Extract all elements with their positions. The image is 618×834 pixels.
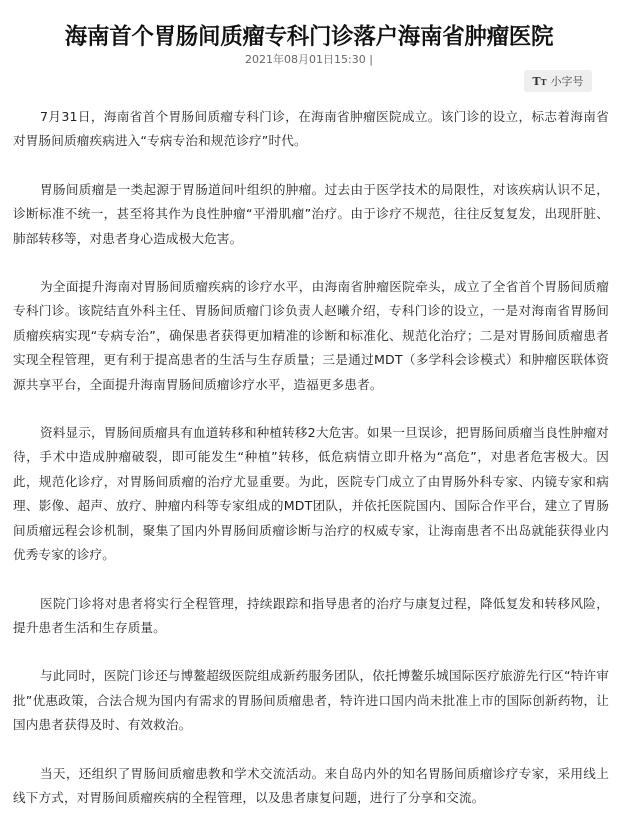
font-size-toggle-label: 小字号 [550, 75, 584, 88]
paragraph: 为全面提升海南对胃肠间质瘤疾病的诊疗水平，由海南省肿瘤医院牵头，成立了全省首个胃肠间质瘤专科门诊。该院结直外科主任、胃肠间质瘤门诊负责人赵曦介绍，专科门诊的设立，一是对海南省胃肠间质瘤疾病实现“专病专治”，确保患者获得更加精准的诊断和标准化、规范化治疗；二是对胃肠间质瘤患者实现全程管理，更有利于提高患者的生活与生存质量；三是通过MDT（多学科会诊模式）和肿瘤医联体资源共享平台，全面提升海南胃肠间质瘤诊疗水平，造福更多患者。 [13, 279, 609, 392]
article-meta: 2021年08月01日15:30 | [245, 53, 373, 66]
article-body [13, 105, 609, 834]
font-size-toggle-button[interactable] [524, 70, 592, 92]
paragraph: 7月31日，海南省首个胃肠间质瘤专科门诊，在海南省肿瘤医院成立。该门诊的设立，标志着海南省对胃肠间质瘤疾病进入“专病专治和规范诊疗”时代。 [13, 109, 609, 149]
article-title: 海南首个胃肠间质瘤专科门诊落户海南省肿瘤医院 [64, 24, 554, 51]
paragraph: 与此同时，医院门诊还与博鳌超级医院组成新药服务团队，依托博鳌乐城国际医疗旅游先行区“特许审批”优惠政策，合法合规为国内有需求的胃肠间质瘤患者，特许进口国内尚未批准上市的国际创新药物，让国内患者获得及时、有效救治。 [13, 668, 609, 733]
paragraph: 当天，还组织了胃肠间质瘤患教和学术交流活动。来自岛内外的知名胃肠间质瘤诊疗专家，采用线上线下方式，对胃肠间质瘤疾病的全程管理，以及患者康复问题，进行了分享和交流。 [13, 765, 609, 805]
font-size-icon: TT [532, 74, 547, 88]
paragraph: 胃肠间质瘤是一类起源于胃肠道间叶组织的肿瘤。过去由于医学技术的局限性，对该疾病认识不足，诊断标准不统一，甚至将其作为良性肿瘤“平滑肌瘤”治疗。由于诊疗不规范，往往反复复发，出现肝脏、肺部转移等，对患者身心造成极大危害。 [13, 181, 609, 246]
paragraph: 资料显示，胃肠间质瘤具有血道转移和种植转移2大危害。如果一旦误诊，把胃肠间质瘤当良性肿瘤对待，手术中造成肿瘤破裂，即可能发生“种植”转移，低危病情立即升格为“高危”，对患者危害极大。因此，规范化诊疗，对胃肠间质瘤的治疗尤显重要。为此，医院专门成立了由胃肠外科专家、内镜专家和病理、影像、超声、放疗、肿瘤内科等专家组成的MDT团队，并依托医院国内、国际合作平台，建立了胃肠间质瘤远程会诊机制，聚集了国内外胃肠间质瘤诊断与治疗的权威专家，让海南患者不出岛就能获得业内优秀专家的诊疗。 [13, 425, 609, 563]
paragraph: 医院门诊将对患者将实行全程管理，持续跟踪和指导患者的治疗与康复过程，降低复发和转移风险，提升患者生活和生存质量。 [13, 595, 609, 635]
